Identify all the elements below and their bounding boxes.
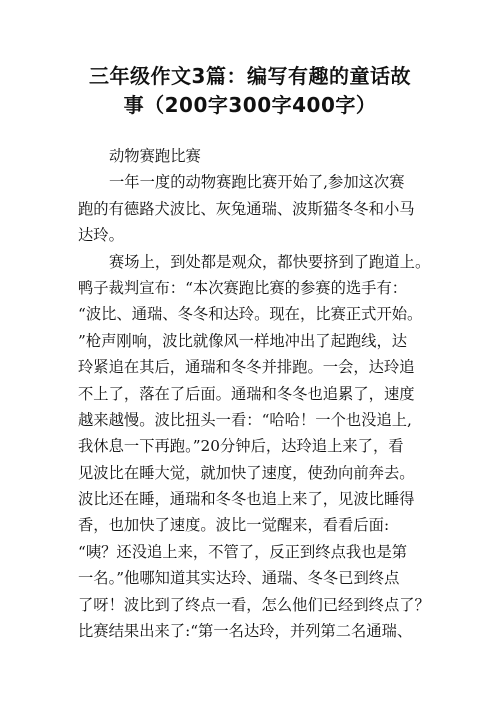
body-line: 一年一度的动物赛跑比赛开始了,参加这次赛 (109, 173, 405, 192)
body-line: 达玲。 (78, 226, 124, 245)
body-line: 比赛结果出来了:“第一名达玲，并列第二名通瑞、 (78, 622, 413, 641)
body-line: 见波比在睡大觉，就加快了速度，使劲向前奔去。 (78, 463, 415, 482)
body-line: 越来越慢。波比扭头一看：“哈哈！一个也没追上, (78, 410, 412, 429)
body-line: 一名。”他哪知道其实达玲、通瑞、冬冬已到终点 (78, 569, 400, 588)
body-line: ”枪声刚响，波比就像风一样地冲出了起跑线，达 (78, 331, 408, 350)
body-line: 了呀！波比到了终点一看，怎么他们已经到终点了？ (78, 595, 430, 614)
document-title-line-1: 三年级作文3篇：编写有趣的童话故 (89, 64, 411, 88)
body-line: 鸭子裁判宣布：“本次赛跑比赛的参赛的选手有： (78, 278, 408, 297)
body-line: 动物赛跑比赛 (109, 147, 201, 165)
body-line: “咦？还没追上来，不管了，反正到终点我也是第 (78, 542, 408, 561)
body-line: 波比还在睡，通瑞和冬冬也追上来了，见波比睡得 (78, 490, 415, 509)
body-line: 我休息一下再跑。”20分钟后，达玲追上来了，看 (78, 437, 404, 456)
body-line: 跑的有德路犬波比、灰兔通瑞、波斯猫冬冬和小马 (78, 199, 415, 218)
body-line: 赛场上，到处都是观众，都快要挤到了跑道上。 (109, 252, 431, 271)
body-line: 不上了，落在了后面。通瑞和冬冬也追累了，速度 (78, 384, 415, 403)
body-line: “波比、通瑞、冬冬和达玲。现在，比赛正式开始。 (78, 305, 423, 324)
body-line: 香，也加快了速度。波比一觉醒来，看看后面: (78, 516, 390, 535)
document-title-line-2: 事（200字300字400字） (123, 93, 377, 117)
body-line: 玲紧追在其后，通瑞和冬冬并排跑。一会，达玲追 (78, 358, 415, 377)
document-body (78, 143, 438, 644)
